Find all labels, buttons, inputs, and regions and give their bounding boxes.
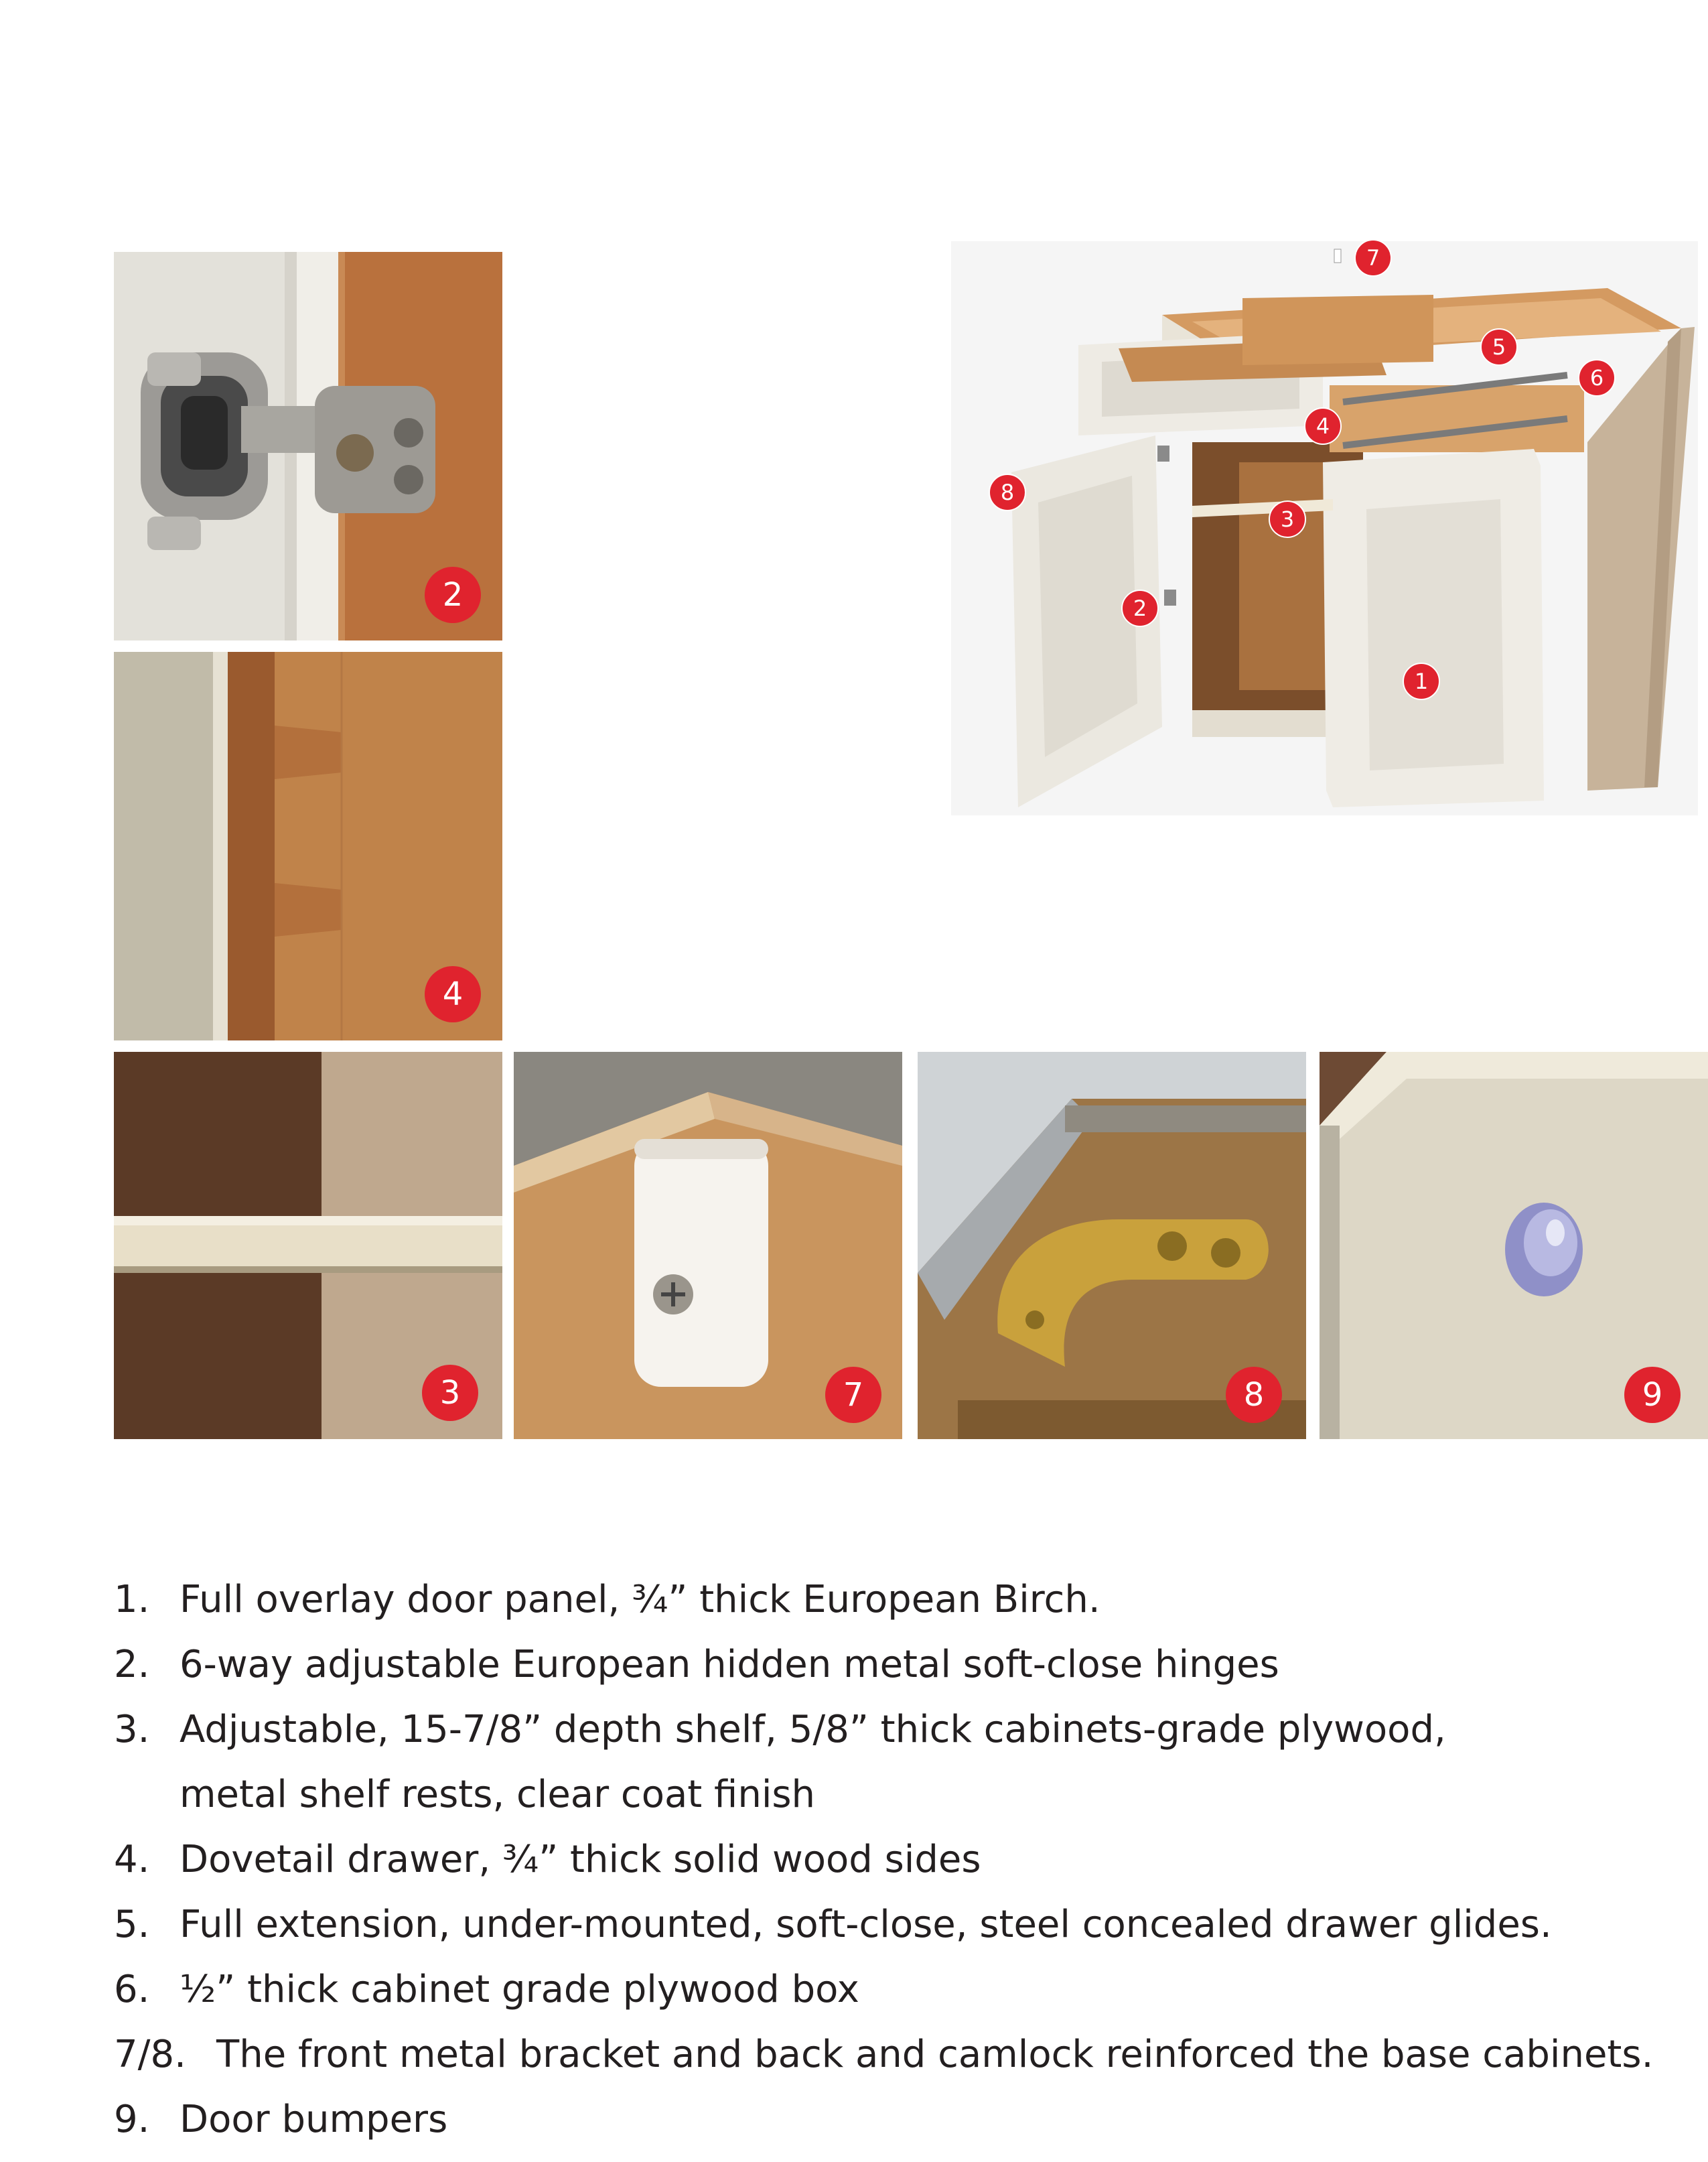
item-number: 4.: [114, 1838, 150, 1881]
item-text: Full overlay door panel, ¾” thick European Birch.: [180, 1578, 1100, 1621]
diagram-badge-3: 3: [1269, 500, 1306, 538]
diagram-badge-2: 2: [1121, 590, 1159, 627]
item-text: Door bumpers: [180, 2098, 448, 2141]
item-text: Adjustable, 15-7/8” depth shelf, 5/8” thick cabinets-grade plywood,: [180, 1708, 1446, 1751]
item-text: Dovetail drawer, ¾” thick solid wood sides: [180, 1838, 981, 1881]
photo-badge-4: 4: [425, 966, 481, 1022]
item-number: 3.: [114, 1708, 150, 1751]
diagram-badge-4: 4: [1304, 407, 1342, 445]
diagram-badge-8: 8: [989, 474, 1026, 511]
item-text: The front metal bracket and back and camlock reinforced the base cabinets.: [216, 2033, 1654, 2076]
item-text: ½” thick cabinet grade plywood box: [180, 1968, 859, 2011]
photo-badge-3: 3: [422, 1365, 478, 1421]
diagram-badge-5: 5: [1480, 328, 1518, 366]
item-text-continued: metal shelf rests, clear coat finish: [180, 1773, 816, 1816]
photo-badge-8: 8: [1226, 1367, 1282, 1423]
item-number: 2.: [114, 1643, 150, 1686]
photo-badge-2: 2: [425, 567, 481, 623]
diagram-badge-1: 1: [1403, 663, 1440, 700]
cabinet-diagram: [951, 241, 1698, 815]
diagram-badge-7: 7: [1354, 239, 1392, 277]
item-number: 9.: [114, 2098, 150, 2141]
diagram-badge-6: 6: [1578, 359, 1616, 397]
item-number: 1.: [114, 1578, 150, 1621]
photo-badge-9: 9: [1624, 1367, 1681, 1423]
item-number: 6.: [114, 1968, 150, 2011]
item-number: 5.: [114, 1903, 150, 1946]
photo-badge-7: 7: [825, 1367, 881, 1423]
item-number: 7/8.: [114, 2033, 186, 2076]
item-text: 6-way adjustable European hidden metal soft-close hinges: [180, 1643, 1279, 1686]
item-text: Full extension, under-mounted, soft-close, steel concealed drawer glides.: [180, 1903, 1552, 1946]
